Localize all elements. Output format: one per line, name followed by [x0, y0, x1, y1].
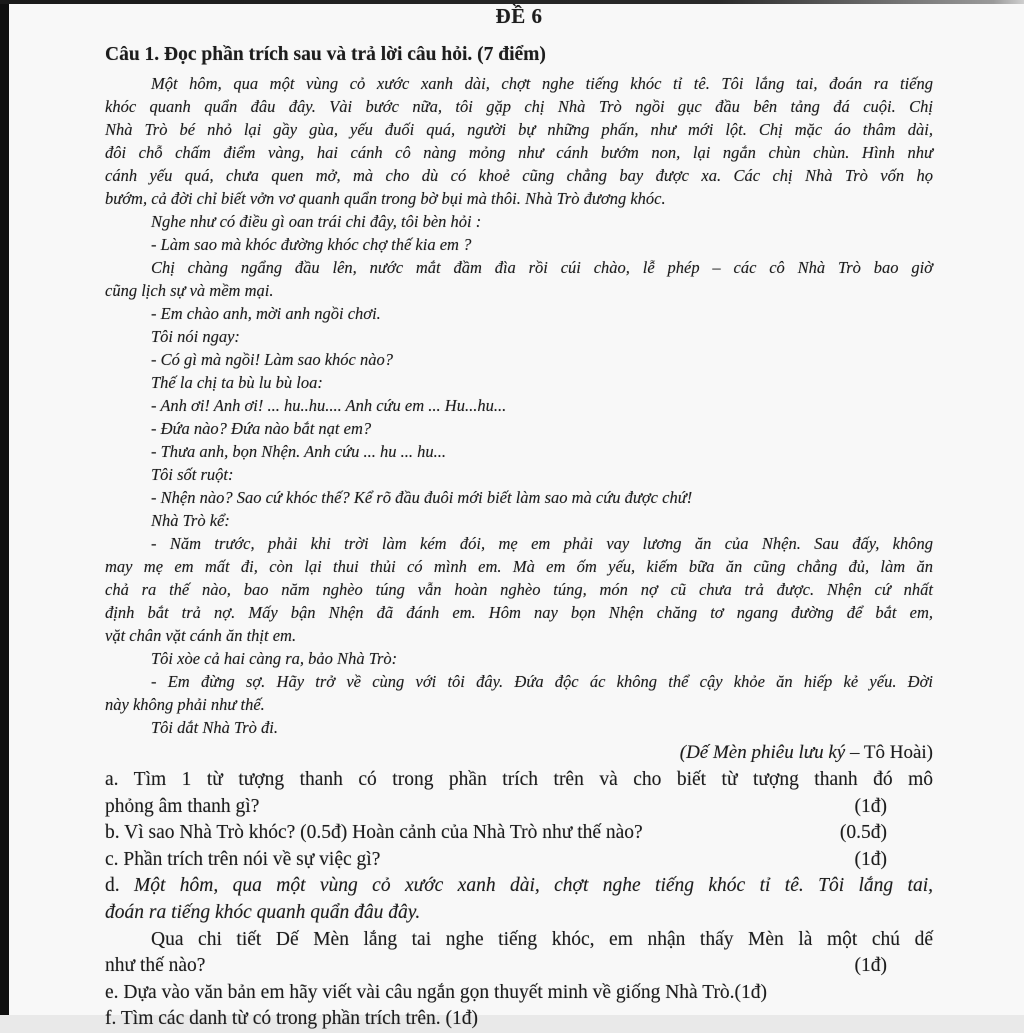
excerpt-line: Chị chàng ngẩng đầu lên, nước mắt đầm đìa rồi cúi chào, lễ phép – các cô Nhà Trò bao giờ	[151, 258, 933, 277]
excerpt-line: khóc quanh quẩn đâu đây. Vài bước nữa, tôi gặp chị Nhà Trò ngồi gục đầu bên tảng đá cuội. Chị	[105, 97, 933, 116]
excerpt-line: Thế la chị ta bù lu bù loa:	[151, 373, 323, 392]
question-a-text-line2: phỏng âm thanh gì?	[105, 795, 260, 817]
excerpt-line: Nhà Trò bé nhỏ lại gầy gùa, yếu đuối quá, người bự những phấn, như mới lột. Chị mặc áo thâm dài,	[105, 120, 933, 139]
question-c-text: c. Phần trích trên nói về sự việc gì?	[105, 848, 381, 870]
excerpt-line: - Năm trước, phải khi trời làm kém đói, mẹ em phải vay lương ăn của Nhện. Sau đấy, không	[151, 534, 933, 553]
question-list	[105, 767, 934, 1030]
excerpt-line: - Em chào anh, mời anh ngồi chơi.	[151, 304, 381, 323]
excerpt-line: - Làm sao mà khóc đường khóc chợ thế kia em ?	[151, 235, 472, 254]
source-attribution	[105, 740, 933, 766]
excerpt-line: cánh yếu quá, chưa quen mở, mà cho dù có khoẻ cũng chẳng bay được xa. Các chị Nhà Trò vốn họ	[105, 166, 933, 185]
excerpt-line: may mẹ em mất đi, còn lại thui thủi có mình em. Mà em ốm yếu, kiếm bữa ăn cũng chẳng đủ, làm ăn	[105, 557, 933, 576]
excerpt-line: - Có gì mà ngồi! Làm sao khóc nào?	[151, 350, 393, 369]
excerpt-line: - Anh ơi! Anh ơi! ... hu..hu.... Anh cứu em ... Hu...hu...	[151, 396, 507, 415]
excerpt-line: - Thưa anh, bọn Nhện. Anh cứu ... hu ... hu...	[151, 442, 446, 461]
question-b-text: b. Vì sao Nhà Trò khóc? (0.5đ) Hoàn cảnh của Nhà Trò như thế nào?	[105, 822, 643, 844]
excerpt-line: cũng lịch sự và mềm mại.	[105, 281, 274, 300]
excerpt-line: bướm, cả đời chỉ biết vởn vơ quanh quẩn trong bờ bụi mà thôi. Nhà Trò đương khóc.	[105, 189, 666, 208]
question-a-text-line1: a. Tìm 1 từ tượng thanh có trong phần trích trên và cho biết từ tượng thanh đó mô	[105, 769, 933, 790]
question-d-marks: (1đ)	[854, 955, 887, 977]
question-a	[105, 767, 933, 820]
question-d-prompt-line2: như thế nào?	[105, 955, 206, 977]
question1-heading: Câu 1. Đọc phần trích sau và trả lời câu hỏi. (7 điểm)	[105, 44, 546, 65]
excerpt-line: định bắt trả nợ. Mấy bận Nhện đã đánh em. Hôm nay bọn Nhện chăng tơ ngang đường để bắt em,	[105, 603, 933, 622]
excerpt-line: đôi chỗ chấm điểm vàng, hai cánh cô nàng mỏng như cánh bướm non, lại ngắn chùn chùn. Hình như	[105, 143, 933, 162]
literary-excerpt	[105, 72, 933, 739]
question-d-prompt-line1: Qua chi tiết Dế Mèn lắng tai nghe tiếng khóc, em nhận thấy Mèn là một chú dế	[151, 928, 933, 950]
excerpt-line: này không phải như thế.	[105, 695, 265, 714]
question-e: e. Dựa vào văn bản em hãy viết vài câu ngắn gọn thuyết minh về giống Nhà Trò.(1đ)	[105, 981, 768, 1003]
excerpt-line: chả ra thế nào, bao năm nghèo túng vẫn hoàn nghèo túng, món nợ cũ chưa trả được. Nhện cứ nhất	[105, 580, 933, 599]
question-c	[105, 847, 933, 874]
document-content	[105, 2, 934, 1030]
excerpt-line: Nhà Trò kể:	[151, 511, 230, 530]
question-d-quote-line1: Một hôm, qua một vùng cỏ xước xanh dài, chợt nghe tiếng khóc tỉ tê. Tôi lắng tai,	[134, 875, 934, 897]
excerpt-line: Nghe như có điều gì oan trái chi đây, tôi bèn hỏi :	[151, 212, 482, 231]
scan-edge-left-bar	[0, 0, 9, 1015]
page-title: ĐỀ 6	[495, 4, 543, 28]
question-f-cutoff: f. Tìm các danh từ có trong phần trích trên. (1đ)	[105, 1008, 479, 1030]
question-a-marks: (1đ)	[854, 795, 887, 817]
excerpt-line: - Nhện nào? Sao cứ khóc thế? Kể rõ đầu đuôi mới biết làm sao mà cứu được chứ!	[151, 488, 693, 507]
excerpt-line: vặt chân vặt cánh ăn thịt em.	[105, 626, 297, 645]
question-b-marks: (0.5đ)	[839, 822, 887, 844]
question-c-marks: (1đ)	[854, 848, 887, 870]
question-d-quote-line2: đoán ra tiếng khóc quanh quẩn đâu đây.	[105, 901, 421, 923]
excerpt-line: - Đứa nào? Đứa nào bắt nạt em?	[151, 419, 372, 438]
source-work-title: (Dế Mèn phiêu lưu ký	[679, 742, 846, 763]
excerpt-line: Tôi sốt ruột:	[151, 465, 234, 484]
excerpt-line: Tôi xòe cả hai càng ra, bảo Nhà Trò:	[151, 649, 398, 668]
question-d-label: d.	[105, 875, 135, 897]
excerpt-line: Tôi nói ngay:	[151, 327, 240, 346]
excerpt-line: - Em đừng sợ. Hãy trở về cùng với tôi đây. Đứa độc ác không thể cậy khỏe ăn hiếp kẻ yếu. Đời	[151, 672, 933, 691]
excerpt-line: Một hôm, qua một vùng cỏ xước xanh dài, chợt nghe tiếng khóc tỉ tê. Tôi lắng tai, đoán ra tiếng	[151, 74, 933, 93]
source-author: – Tô Hoài)	[845, 742, 933, 763]
question-b	[105, 820, 933, 847]
question-d	[105, 873, 933, 979]
excerpt-line: Tôi dắt Nhà Trò đi.	[151, 718, 278, 737]
